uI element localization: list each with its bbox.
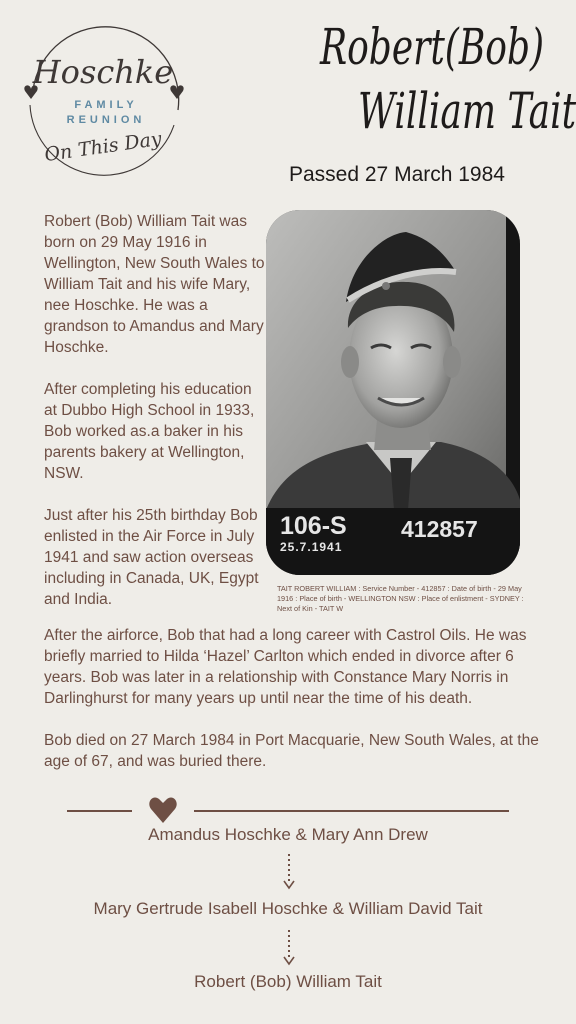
bio-paragraph-career: After the airforce, Bob that had a long career with Castrol Oils. He was briefly married to Hilda ‘Hazel’ Carlton which ended in divorce after 6 years. Bob was later in a relationship with Constance Mary Norris in Darlinghurst for many years up until near the time of his death. <box>44 627 527 707</box>
service-photo <box>266 210 520 575</box>
hoschke-family-reunion-logo <box>18 15 188 185</box>
title-name-line1: Robert(Bob) <box>320 18 545 76</box>
down-arrow-icon <box>283 854 295 890</box>
logo-reunion-text: REUNION <box>66 114 146 126</box>
bio-paragraph-death: Bob died on 27 March 1984 in Port Macquarie, New South Wales, at the age of 67, and was buried there. <box>44 732 539 770</box>
lineage-generation-1: Amandus Hoschke & Mary Ann Drew <box>148 825 428 844</box>
logo-on-this-day-text: On This Day <box>43 127 163 167</box>
bio-column <box>44 211 266 631</box>
divider-line-left <box>67 810 132 812</box>
lineage-generation-3: Robert (Bob) William Tait <box>194 972 382 991</box>
photo-caption: TAIT ROBERT WILLIAM : Service Number - 412857 : Date of birth - 29 May 1916 : Place of birth - WELLINGTON NSW : Place of enlistment - SYDNEY : Next of Kin - TAIT W <box>277 584 524 613</box>
photo-board-id: 106-S <box>280 512 347 540</box>
logo-family-text: FAMILY <box>74 99 138 111</box>
bio-paragraph-birth: Robert (Bob) William Tait was born on 29 May 1916 in Wellington, New South Wales to William Tait and his wife Mary, nee Hoschke. He was a grandson to Amandus and Mary Hoschke. <box>44 213 265 356</box>
photo-board-date: 25.7.1941 <box>280 540 343 554</box>
divider-line-right <box>194 810 509 812</box>
down-arrow-icon <box>283 930 295 966</box>
bio-paragraph-education: After completing his education at Dubbo High School in 1933, Bob worked as.a baker in his parents bakery at Wellington, NSW. <box>44 381 255 482</box>
heart-icon <box>148 795 178 825</box>
bio-paragraph-airforce: Just after his 25th birthday Bob enlisted in the Air Force in July 1941 and saw action overseas including in Canada, UK, Egypt and India. <box>44 507 259 608</box>
logo-hoschke-text: Hoschke <box>32 53 174 91</box>
passed-date: Passed 27 March 1984 <box>289 163 505 186</box>
bio-full-width <box>44 625 544 793</box>
photo-board-number: 412857 <box>401 516 478 542</box>
lineage-generation-2: Mary Gertrude Isabell Hoschke & William David Tait <box>93 899 483 918</box>
title-name-line2: William Tait <box>358 82 576 140</box>
